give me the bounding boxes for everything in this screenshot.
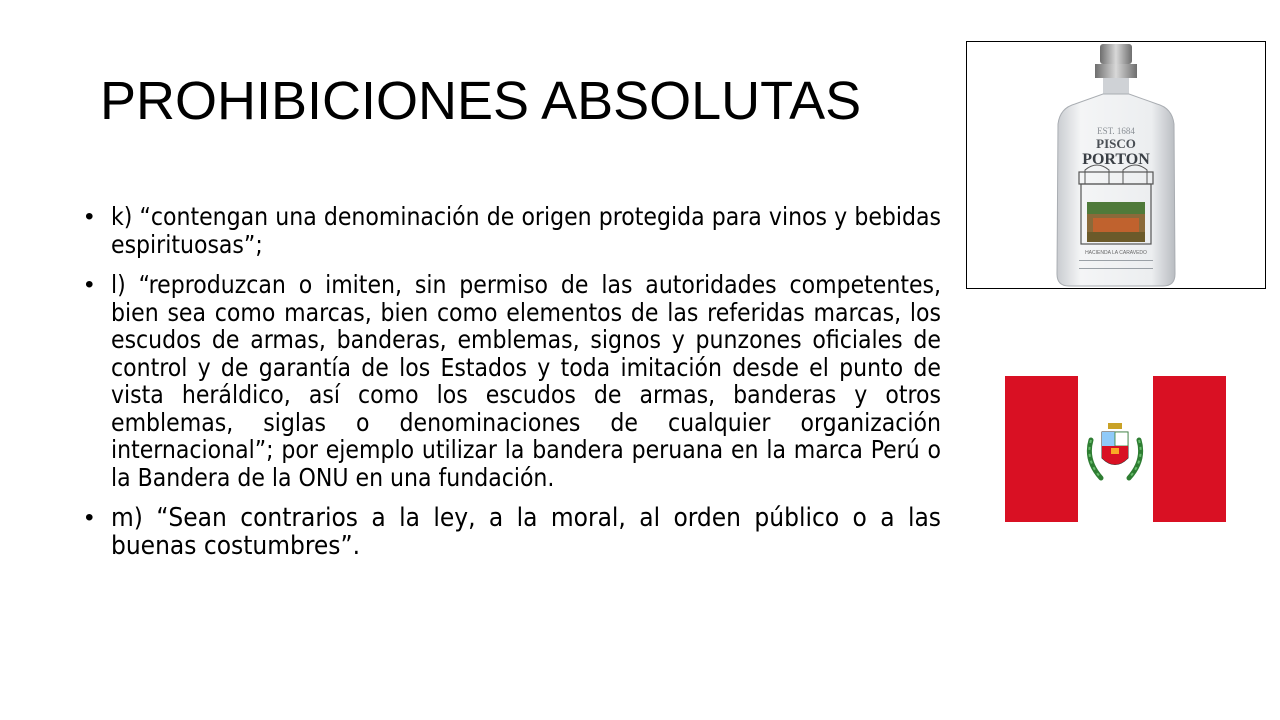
bullet-dot-icon: • xyxy=(85,504,94,531)
bullet-item-m xyxy=(85,504,941,560)
bullet-item-k xyxy=(85,203,941,258)
svg-text:PORTON: PORTON xyxy=(1082,151,1150,168)
peru-flag-image xyxy=(1005,376,1226,522)
bullet-dot-icon: • xyxy=(85,271,94,298)
svg-text:HACIENDA LA CARAVEDO: HACIENDA LA CARAVEDO xyxy=(1085,250,1147,256)
bullet-text: m) “Sean contrarios a la ley, a la moral, al orden público o a las buenas costumbres”. xyxy=(111,503,941,561)
peru-flag-icon xyxy=(1005,376,1226,522)
bullet-dot-icon: • xyxy=(85,203,94,230)
bullet-text: l) “reproduzcan o imiten, sin permiso de las autoridades competentes, bien sea como marcas, bien como elementos de las referidas marcas, los escudos de armas, banderas, emblemas, signos y punzones oficiales de control y de garantía de los Estados y toda imitación desde el punto de vista heráldico, así como los escudos de armas, banderas y otros emblemas, siglas o denominaciones de cualquier organización internacional”; por ejemplo utilizar la bandera peruana en la marca Perú o la Bandera de la ONU en una fundación. xyxy=(111,270,941,492)
svg-text:EST. 1684: EST. 1684 xyxy=(1097,126,1135,136)
svg-text:PISCO: PISCO xyxy=(1096,136,1136,151)
bullet-text: k) “contengan una denominación de origen protegida para vinos y bebidas espirituosas”; xyxy=(111,202,941,259)
slide-title: PROHIBICIONES ABSOLUTAS xyxy=(100,71,862,131)
pisco-bottle-icon xyxy=(967,42,1265,288)
bullet-item-l xyxy=(85,271,941,491)
pisco-bottle-image xyxy=(966,41,1266,289)
bullet-list xyxy=(85,203,941,573)
